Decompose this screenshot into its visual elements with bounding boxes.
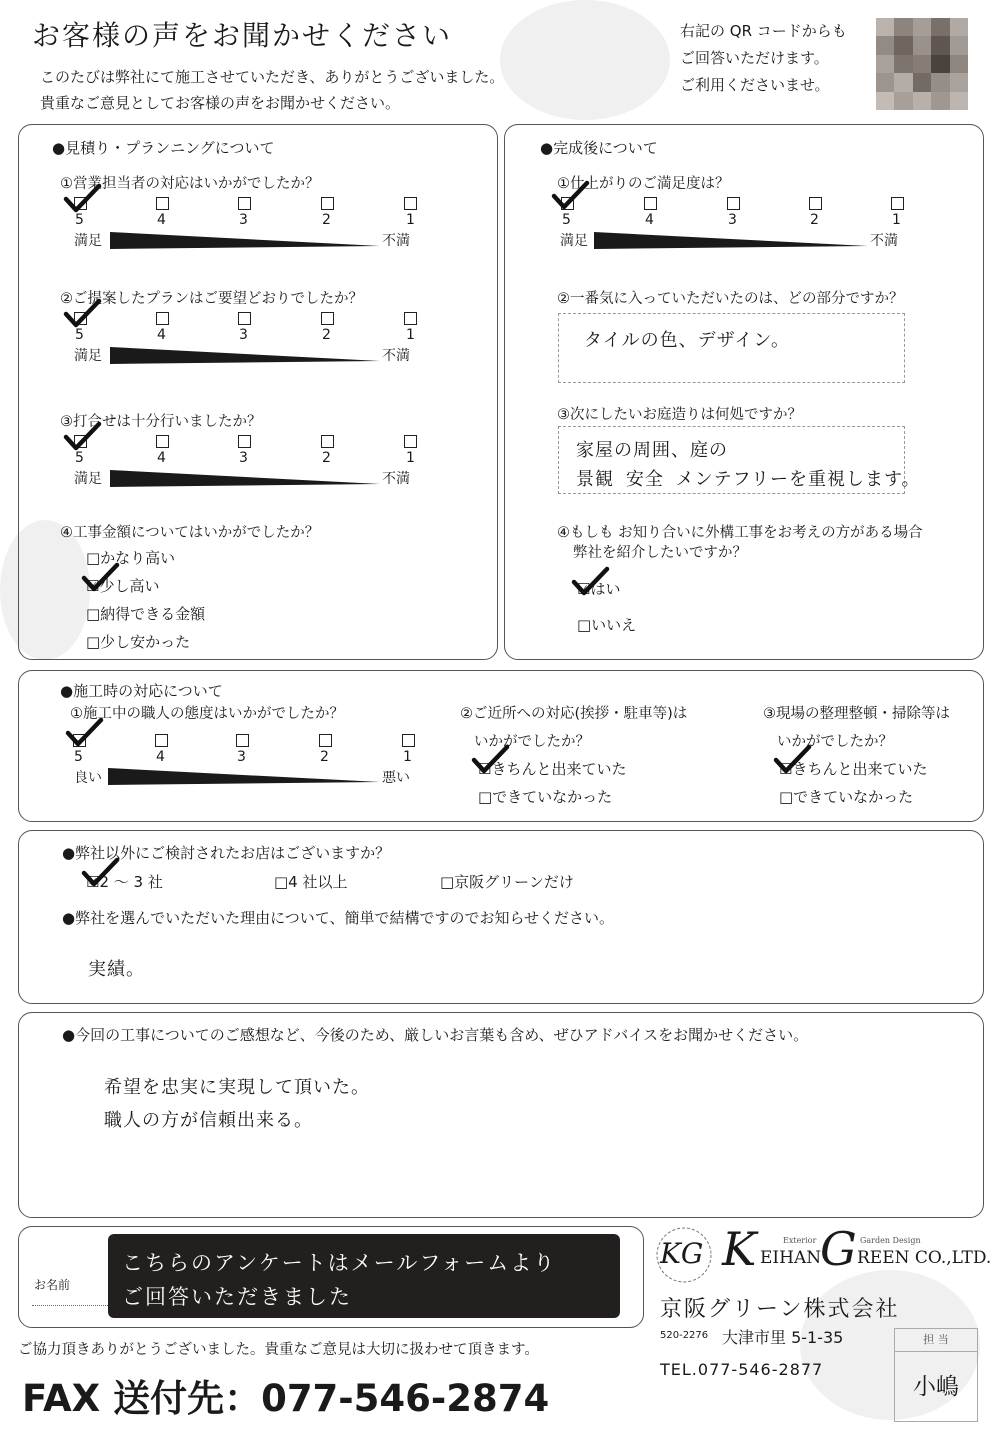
rating-gradient-wedge — [594, 232, 868, 249]
rating-4-checkbox[interactable] — [156, 312, 169, 325]
unsatisfied-label: 不満 — [382, 471, 410, 487]
fax-number: FAX 送付先：077-546-2874 — [22, 1377, 550, 1420]
price-option-acceptable[interactable]: □納得できる金額 — [86, 605, 206, 623]
rating-3-checkbox[interactable] — [238, 312, 251, 325]
rating-1-checkbox[interactable] — [404, 312, 417, 325]
logo-text-reen: REEN CO.,LTD. — [857, 1248, 992, 1268]
rating-4-number: 4 — [157, 212, 166, 228]
next-garden-answer-line-1: 家屋の周囲、庭の — [576, 440, 728, 461]
checkmark-icon — [62, 421, 102, 453]
rating-3-number: 3 — [728, 212, 737, 228]
construction-q2-label-line-2: いかがでしたか？ — [474, 734, 590, 750]
rating-5-number: 5 — [562, 212, 571, 228]
good-label: 良い — [74, 770, 102, 786]
satisfied-label: 満足 — [560, 233, 588, 249]
neighbor-response-bad-option[interactable]: □できていなかった — [478, 788, 613, 806]
mail-form-notice-line-1: こちらのアンケートはメールフォームより — [122, 1251, 557, 1275]
rating-scale-after-q1 — [558, 197, 908, 249]
rating-3-number: 3 — [237, 749, 246, 765]
recommend-yes-option[interactable]: ☑はい — [577, 580, 621, 598]
satisfied-label: 満足 — [74, 233, 102, 249]
background-flourish — [500, 0, 670, 120]
comments-question: ●今回の工事についてのご感想など、今後のため、厳しいお言葉も含め、ぜひアドバイスをお聞かせください。 — [62, 1026, 809, 1044]
rating-3-checkbox[interactable] — [238, 435, 251, 448]
site-tidiness-bad-option[interactable]: □できていなかった — [779, 788, 914, 806]
other-stores-question: ●弊社以外にご検討されたお店はございますか？ — [62, 844, 391, 862]
recommend-no-option[interactable]: □いいえ — [577, 616, 637, 634]
satisfied-label: 満足 — [74, 471, 102, 487]
rating-2-number: 2 — [320, 749, 329, 765]
rating-2-number: 2 — [810, 212, 819, 228]
rating-5-number: 5 — [74, 749, 83, 765]
unsatisfied-label: 不満 — [382, 348, 410, 364]
company-tel: TEL.077-546-2877 — [660, 1360, 824, 1379]
rating-4-checkbox[interactable] — [156, 435, 169, 448]
logo-letter-g: G — [820, 1222, 857, 1276]
comments-answer-line-1: 希望を忠実に実現して頂いた。 — [104, 1077, 370, 1098]
rating-4-number: 4 — [156, 749, 165, 765]
reason-question: ●弊社を選んでいただいた理由について、簡単で結構ですのでお知らせください。 — [62, 909, 615, 927]
other-stores-4-plus-option[interactable]: □4 社以上 — [274, 873, 348, 891]
rating-5-number: 5 — [75, 450, 84, 466]
satisfied-label: 満足 — [74, 348, 102, 364]
company-address: 大津市里 5-1-35 — [722, 1328, 844, 1347]
postal-code: 520-2276 — [660, 1330, 709, 1341]
rating-1-number: 1 — [406, 327, 415, 343]
checkmark-icon — [80, 857, 120, 889]
intro-line-1: このたびは弊社にて施工させていただき、ありがとうございました。 — [40, 68, 505, 86]
logo-mark: KG — [660, 1237, 704, 1270]
after-q4-label-line-1: ④もしも お知り合いに外構工事をお考えの方がある場合 — [557, 525, 923, 541]
rating-2-checkbox[interactable] — [809, 197, 822, 210]
logo-text-eihan: EIHAN — [760, 1248, 822, 1268]
rating-4-checkbox[interactable] — [644, 197, 657, 210]
rating-5-number: 5 — [75, 212, 84, 228]
rating-scale-planning-q2 — [70, 312, 420, 364]
bad-label: 悪い — [382, 770, 410, 786]
construction-q3-label-line-1: ③現場の整理整頓・掃除等は — [763, 706, 950, 722]
company-logo-emblem — [654, 1225, 714, 1285]
checkmark-icon — [470, 744, 510, 776]
comments-answer-line-2: 職人の方が信頼出来る。 — [104, 1110, 313, 1131]
rating-1-number: 1 — [406, 212, 415, 228]
after-q4-label-line-2: 弊社を紹介したいですか？ — [573, 545, 747, 561]
construction-q2-label-line-1: ②ご近所への対応(挨拶・駐車等)は — [460, 706, 688, 722]
after-q3-label: ③次にしたいお庭造りは何処ですか？ — [557, 407, 802, 423]
rating-scale-construction-q1 — [70, 734, 420, 786]
rating-4-number: 4 — [645, 212, 654, 228]
page-title: お客様の声をお聞かせください — [32, 19, 453, 52]
qr-text-line-1: 右記の QR コードからも — [680, 22, 847, 40]
rating-4-checkbox[interactable] — [155, 734, 168, 747]
rating-3-checkbox[interactable] — [236, 734, 249, 747]
checkmark-icon — [62, 298, 102, 330]
staff-name: 小嶋 — [913, 1374, 959, 1400]
unsatisfied-label: 不満 — [382, 233, 410, 249]
construction-q1-label: ①施工中の職人の態度はいかがでしたか？ — [70, 706, 344, 722]
logo-letter-k: K — [722, 1222, 757, 1276]
mail-form-notice-line-2: ご回答いただきました — [122, 1285, 352, 1309]
rating-gradient-wedge — [108, 768, 380, 785]
construction-heading: ●施工時の対応について — [60, 682, 223, 700]
after-q1-label: ①仕上がりのご満足度は？ — [557, 176, 730, 192]
rating-2-checkbox[interactable] — [321, 435, 334, 448]
rating-scale-planning-q3 — [70, 435, 420, 487]
rating-1-checkbox[interactable] — [891, 197, 904, 210]
qr-text-line-3: ご利用くださいませ。 — [680, 76, 830, 94]
checkmark-icon — [550, 180, 590, 212]
reason-answer: 実績。 — [88, 959, 145, 980]
rating-1-checkbox[interactable] — [404, 435, 417, 448]
staff-label: 担 当 — [895, 1329, 977, 1352]
price-option-slightly-high[interactable]: ☑少し高い — [86, 577, 160, 595]
logo-exterior-text: Exterior — [783, 1236, 817, 1245]
rating-4-number: 4 — [157, 450, 166, 466]
name-label: お名前 — [34, 1278, 71, 1292]
qr-text-line-2: ご回答いただけます。 — [680, 49, 829, 67]
checkmark-icon — [80, 562, 120, 594]
rating-1-checkbox[interactable] — [402, 734, 415, 747]
rating-3-checkbox[interactable] — [727, 197, 740, 210]
logo-garden-design-text: Garden Design — [860, 1236, 921, 1245]
checkmark-icon — [62, 183, 102, 215]
rating-2-checkbox[interactable] — [321, 312, 334, 325]
neighbor-response-good-option[interactable]: ☑きちんと出来ていた — [478, 760, 627, 778]
after-q2-label: ②一番気に入っていただいたのは、どの部分ですか？ — [557, 291, 904, 307]
planning-heading: ●見積り・プランニングについて — [52, 139, 275, 157]
rating-1-number: 1 — [403, 749, 412, 765]
checkmark-icon — [772, 744, 812, 776]
rating-4-checkbox[interactable] — [156, 197, 169, 210]
mail-form-notice-band — [108, 1234, 620, 1318]
rating-3-number: 3 — [239, 212, 248, 228]
rating-2-number: 2 — [322, 450, 331, 466]
rating-3-number: 3 — [239, 450, 248, 466]
rating-scale-planning-q1 — [70, 197, 420, 249]
construction-q3-label-line-2: いかがでしたか？ — [777, 734, 893, 750]
after-heading: ●完成後について — [540, 139, 658, 157]
rating-gradient-wedge — [110, 347, 380, 364]
price-option-slightly-cheap[interactable]: □少し安かった — [86, 633, 191, 651]
other-stores-only-keihan-option[interactable]: □京阪グリーンだけ — [440, 873, 574, 891]
rating-1-number: 1 — [406, 450, 415, 466]
price-option-very-high[interactable]: □かなり高い — [86, 549, 176, 567]
checkmark-icon — [64, 717, 104, 749]
rating-gradient-wedge — [110, 470, 380, 487]
rating-3-number: 3 — [239, 327, 248, 343]
planning-q4-label: ④工事金額についてはいかがでしたか？ — [60, 525, 320, 541]
other-stores-2-3-option[interactable]: ☑2 ～ 3 社 — [86, 873, 163, 891]
rating-2-checkbox[interactable] — [319, 734, 332, 747]
planning-q3-label: ③打合せは十分行いましたか？ — [60, 414, 262, 430]
next-garden-answer-line-2: 景観 安全 メンテフリーを重視します。 — [576, 469, 921, 490]
favorite-part-answer: タイルの色、デザイン。 — [584, 330, 790, 351]
unsatisfied-label: 不満 — [870, 233, 898, 249]
site-tidiness-good-option[interactable]: ☑きちんと出来ていた — [779, 760, 928, 778]
planning-q1-label: ①営業担当者の対応はいかがでしたか？ — [60, 176, 320, 192]
rating-2-checkbox[interactable] — [321, 197, 334, 210]
rating-3-checkbox[interactable] — [238, 197, 251, 210]
intro-line-2: 貴重なご意見としてお客様の声をお聞かせください。 — [40, 94, 401, 112]
rating-5-number: 5 — [75, 327, 84, 343]
qr-code-image[interactable] — [876, 18, 968, 110]
rating-2-number: 2 — [322, 212, 331, 228]
thanks-text: ご協力頂きありがとうございました。貴重なご意見は大切に扱わせて頂きます。 — [18, 1342, 539, 1358]
name-field-line[interactable] — [32, 1305, 108, 1306]
planning-q2-label: ②ご提案したプランはご要望どおりでしたか？ — [60, 291, 363, 307]
company-name: 京阪グリーン株式会社 — [660, 1297, 900, 1322]
rating-1-checkbox[interactable] — [404, 197, 417, 210]
rating-gradient-wedge — [110, 232, 380, 249]
staff-box — [894, 1328, 978, 1422]
rating-4-number: 4 — [157, 327, 166, 343]
rating-2-number: 2 — [322, 327, 331, 343]
checkmark-icon — [570, 566, 610, 598]
rating-1-number: 1 — [892, 212, 901, 228]
